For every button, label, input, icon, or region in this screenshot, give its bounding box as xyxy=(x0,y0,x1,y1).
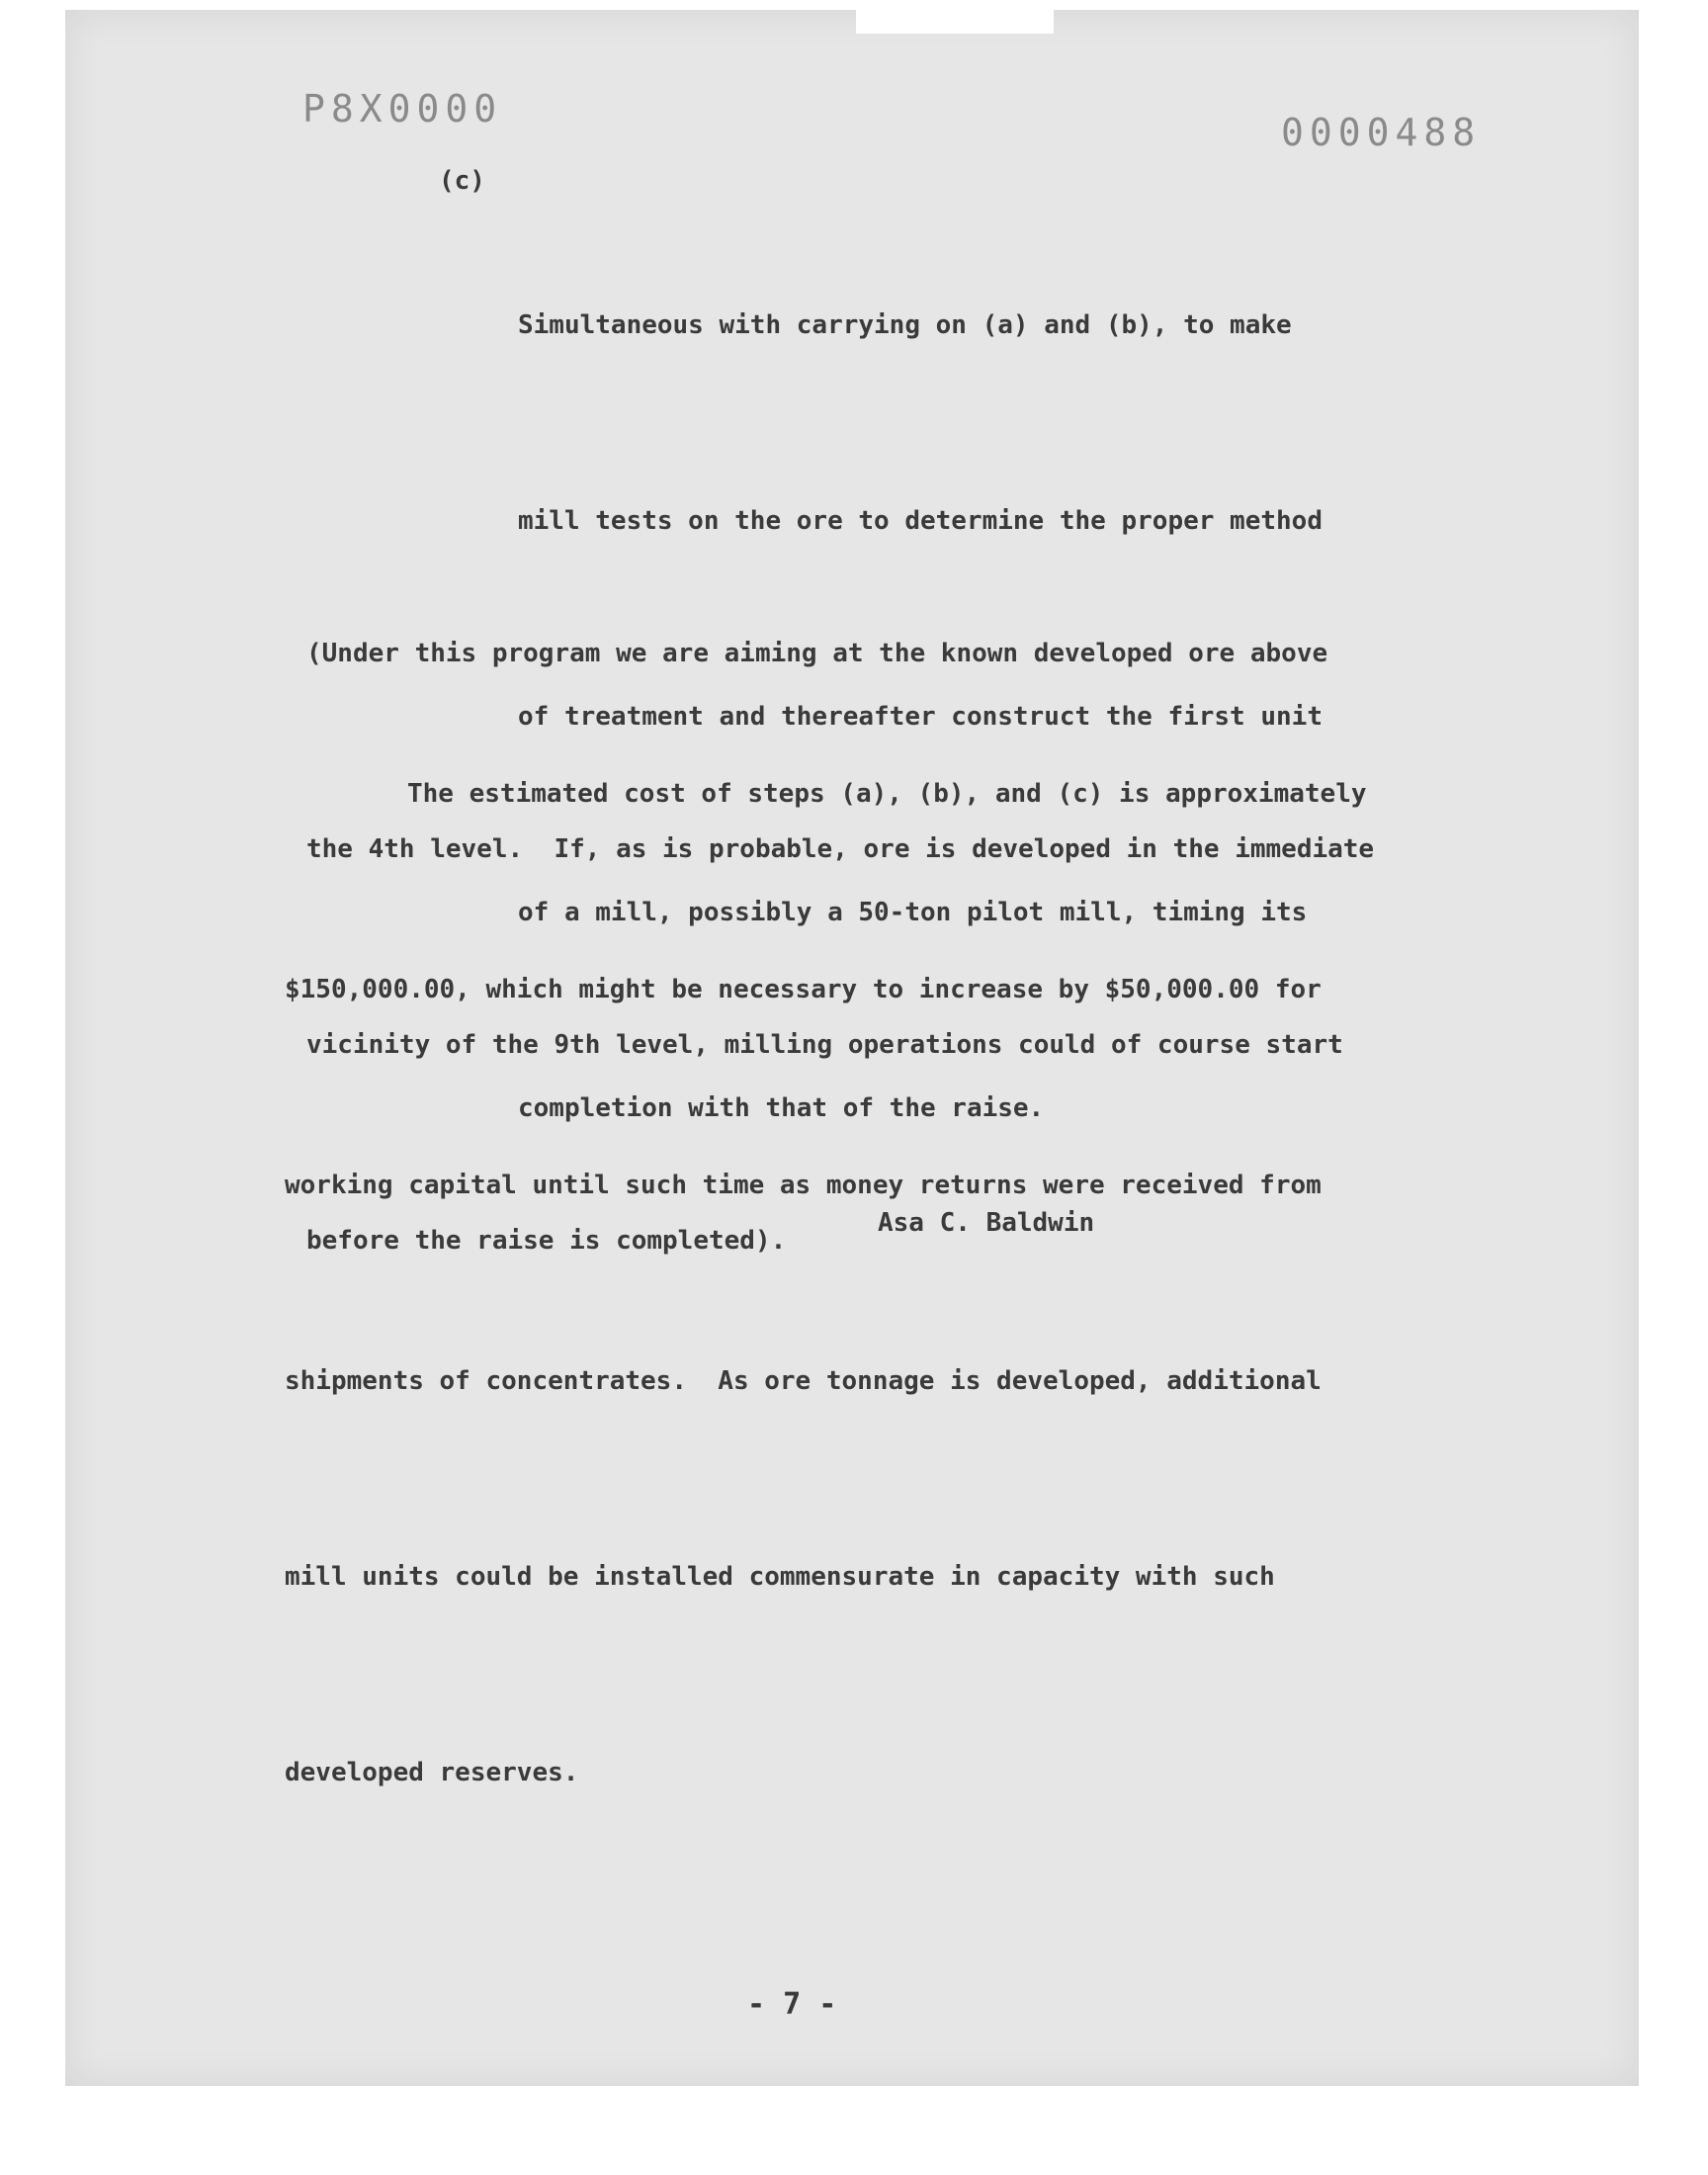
estimate-paragraph xyxy=(285,826,1322,1870)
text-line: developed reserves. xyxy=(285,1758,579,1787)
text-line: completion with that of the raise. xyxy=(518,1093,1045,1123)
page-top-notch xyxy=(856,10,1054,34)
scan-bottom-margin xyxy=(0,2094,1708,2175)
text-line: $150,000.00, which might be necessary to increase by $50,000.00 for xyxy=(285,975,1322,1004)
item-c-label: (c) xyxy=(439,166,485,196)
estimate-paragraph-first-line: The estimated cost of steps (a), (b), and (c) is approximately xyxy=(407,779,1367,809)
page-number: - 7 - xyxy=(747,1987,837,2022)
text-line: Simultaneous with carrying on (a) and (b), to make xyxy=(518,310,1292,340)
signature: Asa C. Baldwin xyxy=(878,1208,1095,1238)
text-line: vicinity of the 9th level, milling operations could of course start xyxy=(306,1030,1343,1060)
stamp-right-number: 0000488 xyxy=(1281,111,1482,154)
text-line: the 4th level. If, as is probable, ore is developed in the immediate xyxy=(306,834,1375,864)
text-line: (Under this program we are aiming at the known developed ore above xyxy=(306,639,1328,668)
text-line: mill units could be installed commensurate in capacity with such xyxy=(285,1562,1275,1592)
stamp-left-number: P8Х0000 xyxy=(302,87,503,130)
text-line: before the raise is completed). xyxy=(306,1226,787,1256)
text-line: mill tests on the ore to determine the proper method xyxy=(518,506,1323,536)
text-line: shipments of concentrates. As ore tonnage is developed, additional xyxy=(285,1366,1322,1396)
text-line: of a mill, possibly a 50-ton pilot mill, timing its xyxy=(518,898,1308,927)
text-line: of treatment and thereafter construct the first unit xyxy=(518,702,1323,732)
text-line: working capital until such time as money returns were received from xyxy=(285,1171,1322,1200)
